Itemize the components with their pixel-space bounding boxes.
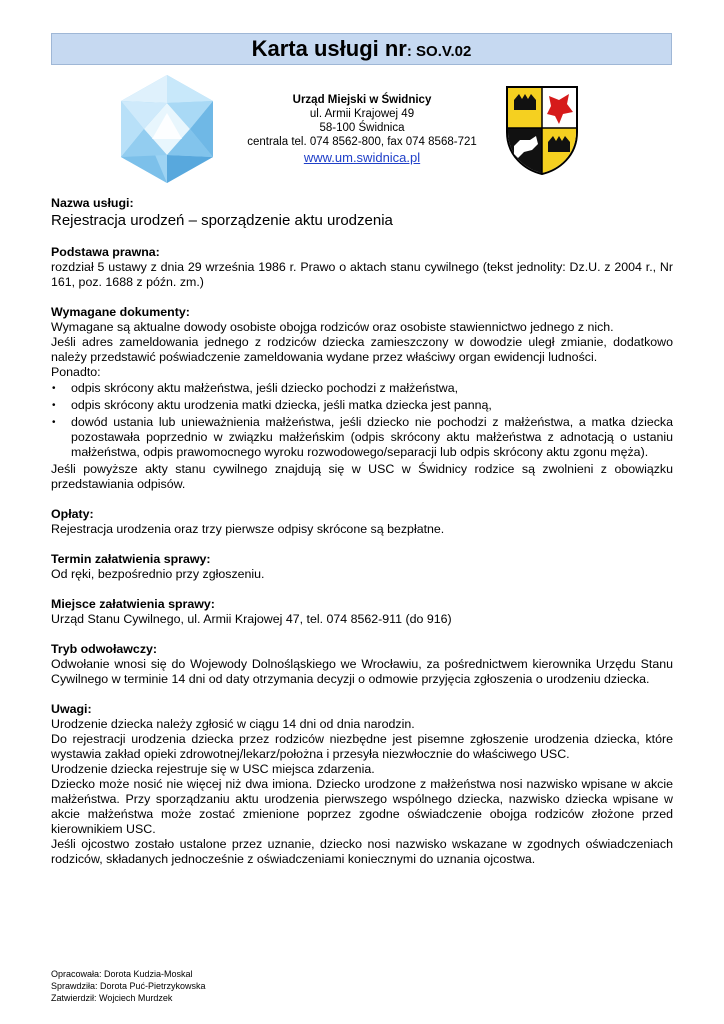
approved-by: Zatwierdził: Wojciech Murdzek xyxy=(51,993,173,1003)
section-title: Miejsce załatwienia sprawy: xyxy=(51,597,215,611)
section-title: Termin załatwienia sprawy: xyxy=(51,552,211,566)
section-deadline xyxy=(51,552,673,582)
checked-by: Sprawdziła: Dorota Puć-Pietrzykowska xyxy=(51,981,206,991)
office-name: Urząd Miejski w Świdnicy xyxy=(292,94,432,106)
list-item xyxy=(51,398,673,413)
title-bar xyxy=(51,33,672,65)
bullet-icon: • xyxy=(52,417,56,428)
section-title: Tryb odwoławczy: xyxy=(51,642,158,656)
prepared-by: Opracowała: Dorota Kudzia-Moskal xyxy=(51,969,193,979)
list-item xyxy=(51,415,673,460)
section-title: Uwagi: xyxy=(51,702,92,716)
notes-paragraph: Urodzenie dziecka rejestruje się w USC miejsca zdarzenia. xyxy=(51,762,375,776)
office-city: 58-100 Świdnica xyxy=(319,122,405,134)
coat-of-arms-icon xyxy=(504,84,580,176)
section-required-documents xyxy=(51,305,673,492)
fees-text: Rejestracja urodzenia oraz trzy pierwsze odpisy skrócone są bezpłatne. xyxy=(51,522,445,536)
section-notes xyxy=(51,702,673,867)
section-title: Wymagane dokumenty: xyxy=(51,305,190,319)
office-header xyxy=(230,93,494,166)
deadline-text: Od ręki, bezpośrednio przy zgłoszeniu. xyxy=(51,567,265,581)
list-item-text: odpis skrócony aktu małżeństwa, jeśli dziecko pochodzi z małżeństwa, xyxy=(71,381,459,395)
section-service-name xyxy=(51,196,673,230)
section-title: Nazwa usługi: xyxy=(51,196,134,210)
section-legal-basis xyxy=(51,245,673,290)
section-place xyxy=(51,597,673,627)
city-logo-icon xyxy=(116,73,218,185)
documents-paragraph: Ponadto: xyxy=(51,365,101,379)
office-street: ul. Armii Krajowej 49 xyxy=(309,108,415,120)
bullet-icon: • xyxy=(52,400,56,411)
notes-paragraph: Dziecko może nosić nie więcej niż dwa imiona. Dziecko urodzone z małżeństwa nosi nazwisko wpisane w akcie małżeństwa. Przy sporządzaniu aktu urodzenia pierwszego wspólnego dziecka, nazwisko dziecka wpisane w akcie małżeństwa może zostać zmienione poprzez zgodne oświadczenie obojga rodziców złożone przed kierownikiem USC. xyxy=(51,777,673,836)
section-fees xyxy=(51,507,673,537)
list-item-text: dowód ustania lub unieważnienia małżeństwa, jeśli dziecko nie pochodzi z małżeństwa, a matka dziecka pozostawała poprzednio w związku małżeńskim (odpis skrócony aktu małżeństwa z adnotacją o ustaniu małżeństwa, odpis prawomocnego wyroku rozwodowego/separacji lub odpis skrócony aktu zgonu męża). xyxy=(71,415,673,459)
office-phones: centrala tel. 074 8562-800, fax 074 8568-721 xyxy=(247,136,477,148)
page-title: Karta usługi nr xyxy=(251,36,407,61)
notes-paragraph: Do rejestracji urodzenia dziecka przez rodziców niezbędne jest pisemne zgłoszenie urodzenia dziecka, które wystawia zakład opieki zdrowotnej/lekarz/położna i przesyła niezwłocznie do właściwego USC. xyxy=(51,732,673,761)
service-card-content xyxy=(51,196,673,882)
legal-basis-text: rozdział 5 ustawy z dnia 29 września 1986 r. Prawo o aktach stanu cywilnego (tekst jednolity: Dz.U. z 2004 r., Nr 161, poz. 1688 z późn. zm.) xyxy=(51,260,673,289)
website-link[interactable]: www.um.swidnica.pl xyxy=(303,150,421,165)
section-title: Podstawa prawna: xyxy=(51,245,160,259)
footer-signatures xyxy=(51,968,206,1004)
service-name: Rejestracja urodzeń – sporządzenie aktu urodzenia xyxy=(51,212,393,229)
service-code: : SO.V.02 xyxy=(406,43,472,60)
list-item-text: odpis skrócony aktu urodzenia matki dziecka, jeśli matka dziecka jest panną, xyxy=(71,398,492,412)
place-text: Urząd Stanu Cywilnego, ul. Armii Krajowej 47, tel. 074 8562-911 (do 916) xyxy=(51,612,452,626)
bullet-icon: • xyxy=(52,383,56,394)
documents-paragraph: Wymagane są aktualne dowody osobiste obojga rodziców oraz osobiste stawiennictwo jednego z nich. xyxy=(51,320,614,334)
section-appeal xyxy=(51,642,673,687)
notes-paragraph: Urodzenie dziecka należy zgłosić w ciągu 14 dni od dnia narodzin. xyxy=(51,717,415,731)
notes-paragraph: Jeśli ojcostwo zostało ustalone przez uznanie, dziecko nosi nazwisko wskazane w zgodnych oświadczeniach rodziców, składanych jednocześnie z oświadczeniami koniecznymi do uznania ojcostwa. xyxy=(51,837,673,866)
documents-paragraph: Jeśli adres zameldowania jednego z rodziców dziecka zamieszczony w dowodzie uległ zmianie, dodatkowo należy przedstawić poświadczenie zameldowania wydane przez właściwy organ ewidencji ludności. xyxy=(51,335,673,364)
documents-paragraph: Jeśli powyższe akty stanu cywilnego znajdują się w USC w Świdnicy rodzice są zwolnieni z obowiązku przedstawiania odpisów. xyxy=(51,462,673,491)
section-title: Opłaty: xyxy=(51,507,94,521)
documents-list xyxy=(51,381,673,460)
appeal-text: Odwołanie wnosi się do Wojewody Dolnośląskiego we Wrocławiu, za pośrednictwem kierownika Urzędu Stanu Cywilnego w terminie 14 dni od daty otrzymania decyzji o odmowie przyjęcia zgłoszenia o urodzeniu dziecka. xyxy=(51,657,673,686)
list-item xyxy=(51,381,673,396)
